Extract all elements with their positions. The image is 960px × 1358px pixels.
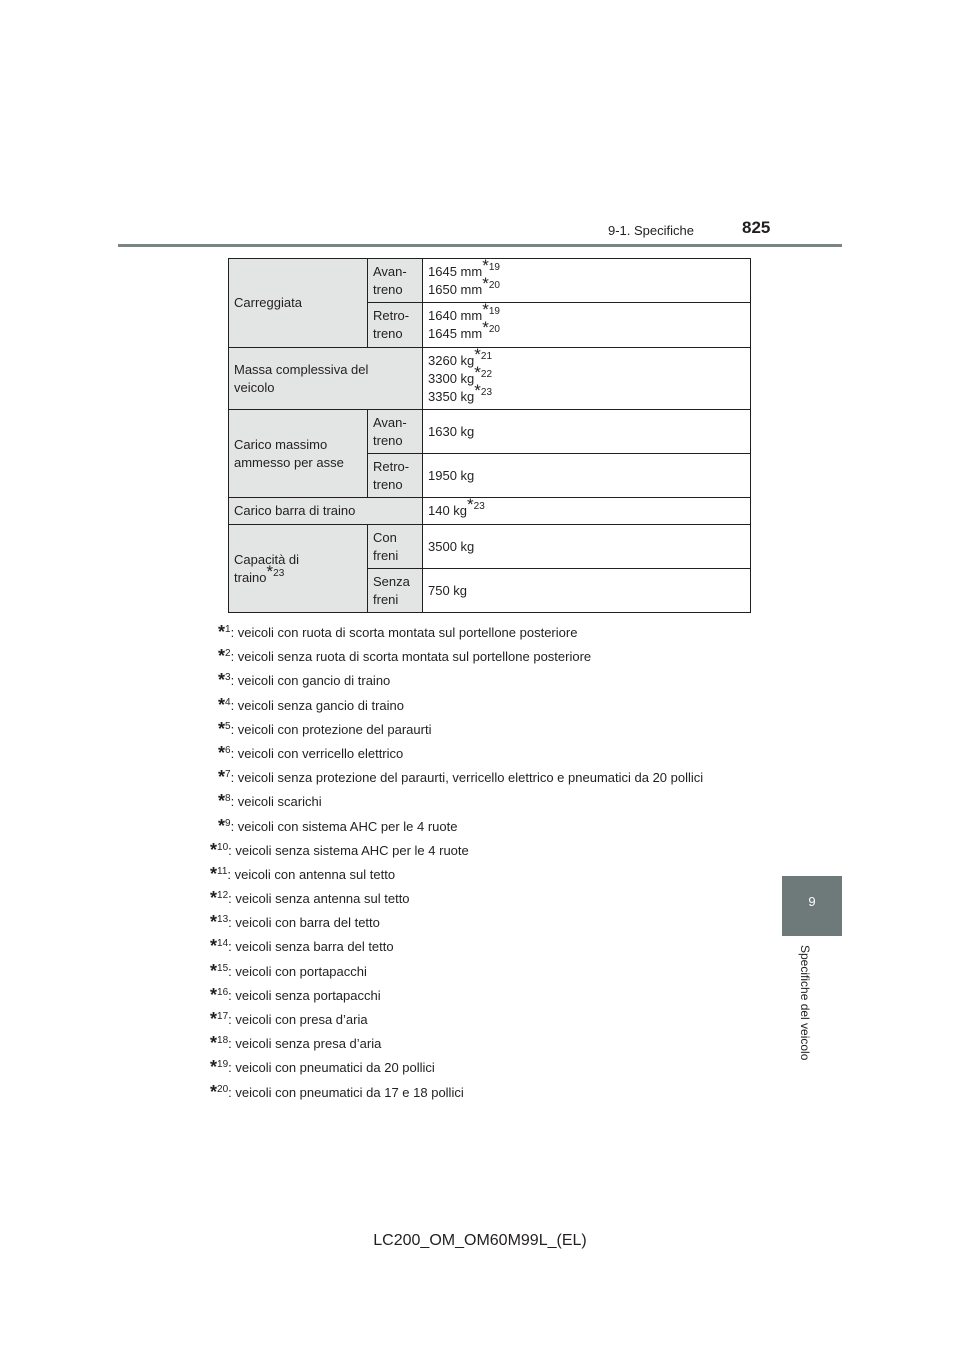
footnote-asterisk-icon: * [218,815,226,836]
value-text: 3350 kg [428,388,475,404]
specifications-table [228,255,751,613]
footnote-item [210,742,770,766]
footnote-asterisk-icon: * [474,344,481,364]
footnote-number: 11 [217,865,228,877]
row-sublabel [368,454,423,498]
footnote-asterisk-icon: * [482,300,489,319]
value-line [428,318,745,343]
footnote-number: 6 [225,744,231,756]
section-title: 9-1. Specifiche [608,223,694,238]
value-text: 1650 mm [428,281,483,297]
row-label-text: Capacità di traino [234,551,300,585]
footnote-text: : veicoli senza gancio di traino [230,697,405,713]
row-sublabel-text: Avan- treno [373,263,407,297]
footnote-asterisk-icon: * [474,362,481,382]
footnote-asterisk-icon: * [210,912,218,933]
footnote-asterisk-icon: * [218,670,226,691]
row-label [229,525,368,613]
row-label-text: Carreggiata [234,295,302,310]
value-text: 1640 mm [428,308,483,323]
footnote-text: : veicoli con barra del tetto [228,915,380,931]
footnote-text: : veicoli senza barra del tetto [228,939,394,955]
footnotes-list [210,621,770,1105]
value-text: 3260 kg [428,352,475,368]
table-row [229,348,751,410]
row-label-text: Carico barra di traino [234,503,356,518]
footnote-text: : veicoli senza ruota di scorta montata sul portellone posteriore [230,649,592,665]
footnote-asterisk-icon: * [210,863,218,884]
row-sublabel [368,303,423,348]
footnote-asterisk-icon: * [218,718,226,739]
document-code: LC200_OM_OM60M99L_(EL) [373,1232,587,1249]
footnote-item [210,1081,770,1105]
row-value [423,410,751,454]
footnote-item [210,935,770,959]
footnote-item [210,669,770,693]
row-label [229,259,368,348]
row-value [423,344,751,410]
footnote-number: 16 [217,986,229,998]
table-row [229,259,751,303]
chapter-number: 9 [808,894,816,909]
footnote-text: : veicoli con pneumatici da 20 pollici [228,1060,435,1076]
footnote-asterisk-icon: * [210,1009,218,1029]
footnote-ref: 20 [488,279,500,291]
footnote-text: : veicoli senza portapacchi [228,987,381,1003]
page-header [0,214,960,254]
footnote-asterisk-icon: * [482,318,489,337]
footnote-asterisk-icon: * [218,694,226,715]
footnote-text: : veicoli senza protezione del paraurti, verricello elettrico e pneumatici da 20 pollici [230,770,704,786]
footnote-asterisk-icon: * [210,1081,218,1102]
footnote-text: : veicoli senza presa d’aria [228,1036,382,1052]
footnote-item [210,984,770,1008]
row-value [423,569,751,613]
footnote-asterisk-icon: * [210,888,218,909]
footnote-asterisk-icon: * [218,742,226,763]
value-text: 3300 kg [428,370,475,386]
table-row [229,410,751,454]
chapter-tab [782,876,842,936]
row-label [229,348,423,410]
value-text: 1630 kg [428,423,475,439]
footnote-number: 1 [225,624,231,635]
footnote-ref: 22 [480,368,493,380]
row-sublabel [368,259,423,303]
value-line [428,273,745,299]
footnote-asterisk-icon: * [218,646,226,667]
row-label-text: Carico massimo ammesso per asse [234,436,344,470]
footnote-ref: 21 [480,350,493,362]
footnote-number: 9 [225,817,231,829]
row-label [229,410,368,498]
footnote-asterisk-icon: * [210,984,218,1005]
footnote-asterisk-icon: * [218,791,226,812]
footnote-ref: 19 [488,306,500,317]
footnote-item [210,766,770,790]
footnote-number: 13 [217,914,229,926]
row-value [423,525,751,569]
value-text: 1645 mm [428,263,483,279]
footnote-number: 5 [225,720,231,732]
footnote-number: 14 [217,938,229,950]
footnote-item [210,863,770,887]
row-sublabel-text: Con freni [373,529,399,563]
value-line [428,300,745,325]
row-sublabel-text: Senza freni [373,573,410,607]
page-number: 825 [742,218,771,237]
row-sublabel [368,525,423,569]
footnote-item [210,1008,770,1032]
footnote-ref: 20 [488,324,500,335]
footnote-number: 4 [225,696,231,708]
value-line [428,255,745,281]
row-sublabel-text: Retro- treno [373,308,410,341]
footnote-asterisk-icon: * [467,495,474,514]
footnote-item [210,645,770,669]
footnote-text: : veicoli con ruota di scorta montata sul portellone posteriore [230,625,578,640]
row-label-text: Massa complessiva del veicolo [234,361,369,395]
footnote-asterisk-icon: * [474,380,481,400]
value-text: 140 kg [428,503,468,518]
footnote-text: : veicoli con protezione del paraurti [230,721,432,737]
value-line [428,380,745,406]
row-value [423,255,751,303]
footnote-item [210,911,770,935]
footnote-text: : veicoli con antenna sul tetto [227,866,396,882]
value-text: 1645 mm [428,326,483,341]
row-sublabel-text: Retro- treno [373,458,410,492]
row-value [423,300,751,348]
footnote-item [210,1032,770,1056]
footnote-asterisk-icon: * [210,960,218,981]
footnote-number: 12 [217,890,229,902]
footnote-item [210,815,770,839]
footnote-ref: 23 [273,567,285,579]
row-value [423,454,751,498]
footnote-item [210,887,770,911]
footnote-text: : veicoli con verricello elettrico [230,745,404,761]
footnote-text: : veicoli con pneumatici da 17 e 18 pollici [228,1084,464,1100]
footnote-item [210,694,770,718]
footnote-number: 10 [217,841,229,853]
footnote-item [210,718,770,742]
value-text: 3500 kg [428,538,475,554]
footnote-asterisk-icon: * [482,273,489,293]
table-row [229,525,751,569]
footnote-asterisk-icon: * [210,839,218,860]
footnote-text: : veicoli con gancio di traino [230,673,391,689]
footnote-number: 3 [225,672,231,684]
footnote-number: 2 [225,648,231,660]
footnote-text: : veicoli senza antenna sul tetto [228,891,410,907]
row-sublabel-text: Avan- treno [373,414,407,448]
footnote-ref: 23 [480,386,493,398]
chapter-title: Specifiche del veicolo [798,945,812,1061]
footnote-asterisk-icon: * [218,767,226,788]
footnote-item [210,790,770,814]
footnote-ref: 19 [488,261,500,273]
row-label [229,498,423,525]
footnote-number: 17 [217,1011,229,1022]
footnote-number: 20 [217,1083,229,1095]
footnote-ref: 23 [473,501,485,512]
table-row [229,498,751,525]
value-text: 750 kg [428,582,468,598]
row-sublabel [368,569,423,613]
value-text: 1950 kg [428,467,475,483]
footnote-number: 18 [217,1035,229,1047]
footnote-item [210,1056,770,1080]
footnote-item [210,839,770,863]
footnote-text: : veicoli con presa d’aria [228,1012,368,1027]
footnote-text: : veicoli con portapacchi [228,963,367,979]
footnote-asterisk-icon: * [210,1057,218,1078]
footnote-item [210,621,770,645]
footnote-asterisk-icon: * [266,561,274,581]
footnote-asterisk-icon: * [210,1033,218,1054]
footnote-asterisk-icon: * [482,255,489,275]
footnote-text: : veicoli con sistema AHC per le 4 ruote [230,818,458,834]
footnote-number: 15 [217,962,229,974]
footnote-asterisk-icon: * [210,936,218,957]
row-sublabel [368,410,423,454]
footnote-number: 8 [225,793,231,805]
footnote-text: : veicoli scarichi [230,794,322,810]
footnote-text: : veicoli senza sistema AHC per le 4 ruote [228,842,469,858]
footnote-asterisk-icon: * [218,622,226,642]
row-value [423,495,751,525]
footnote-item [210,960,770,984]
footnote-number: 19 [217,1059,229,1071]
header-rule [118,244,842,247]
footnote-number: 7 [225,769,231,781]
